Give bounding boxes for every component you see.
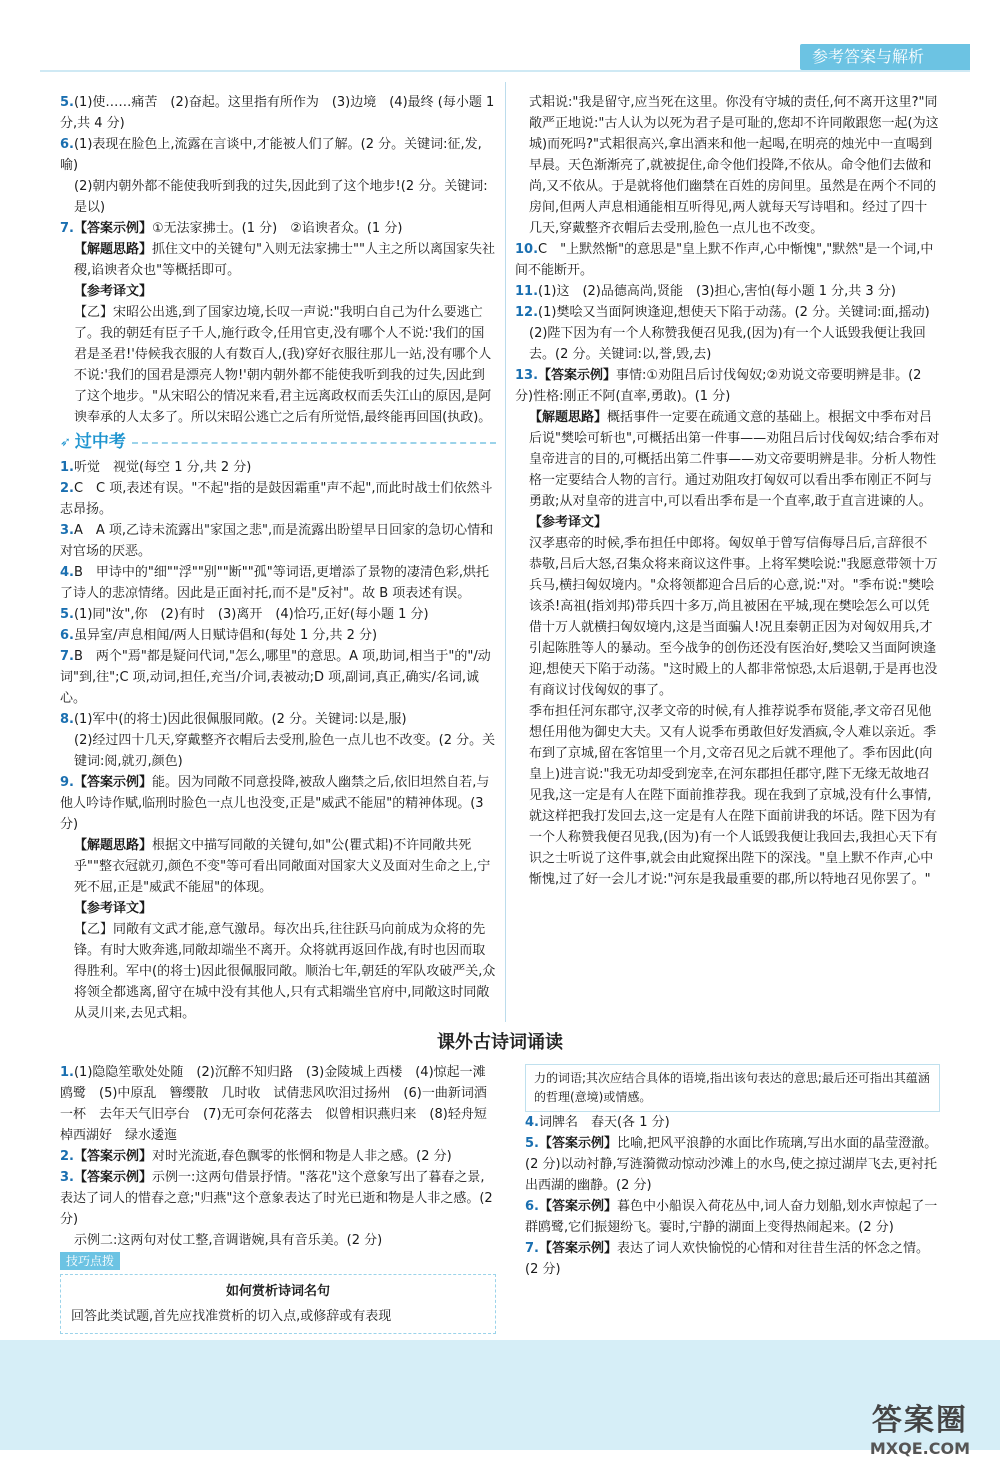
item-text: (2)经过四十几天,穿戴整齐衣帽后去受刑,脸色一点儿也不改变。(2 分。关键词:阅,就刃,颜色) <box>74 733 496 769</box>
answer-item <box>60 239 496 281</box>
answer-item <box>60 1167 496 1230</box>
answer-item <box>525 1133 940 1196</box>
item-tag: 【解题思路】 <box>74 838 153 853</box>
answer-item <box>515 365 940 407</box>
section-title: 课外古诗词诵读 <box>437 1032 563 1053</box>
skill-title: 如何赏析诗词名句 <box>225 1284 330 1299</box>
answer-item <box>60 302 496 428</box>
item-tag: 【解题思路】 <box>529 410 608 425</box>
item-text: 事情:①劝阻吕后讨伐匈奴;②劝说文帝要明辨是非。(2 分)性格:刚正不阿(直率,勇敢)。(1 分) <box>515 368 922 404</box>
item-text: B 甲诗中的"细""浮""别""断""孤"等词语,更增添了景物的凄清色彩,烘托了诗人的悲凉情绪。因此是正面衬托,而不是"反衬"。故 B 项表述有误。 <box>60 565 489 601</box>
answer-item <box>60 898 496 919</box>
column-divider <box>505 82 506 1022</box>
answer-item <box>60 1062 496 1146</box>
item-number: 6. <box>60 628 74 643</box>
item-number: 3. <box>60 523 74 538</box>
item-number: 7. <box>60 221 74 236</box>
item-number: 8. <box>60 712 74 727</box>
answer-item <box>60 520 496 562</box>
item-text: (1)同"汝",你 (2)有时 (3)离开 (4)恰巧,正好(每小题 1 分) <box>73 607 429 622</box>
answer-item <box>60 562 496 604</box>
section-header-guozhongkao <box>60 432 496 453</box>
item-tag: 【解题思路】 <box>74 242 153 257</box>
item-text: 根据文中描写同敞的关键句,如"公(瞿式耜)不许同敞共死乎""整衣冠就刃,颜色不变"等可看出同敞面对国家大义及面对生命之上,宁死不屈,正是"威武不能屈"的体现。 <box>74 838 491 895</box>
answer-item <box>60 134 496 176</box>
item-text: (1)隐隐笙歌处处随 (2)沉醉不知归路 (3)金陵城上西楼 (4)惊起一滩鸥鹭 (5)中原乱 簪缨散 几时收 试倩悲风吹泪过扬州 (6)一曲新词酒一杯 去年天气旧亭台 (7)无可奈何花落去 似曾相识燕归来 (8)轻舟短棹西湖好 绿水逶迤 <box>60 1065 487 1143</box>
item-tag: 【参考译文】 <box>529 515 608 530</box>
answer-item <box>60 919 496 1024</box>
item-number: 1. <box>60 460 74 475</box>
item-text: (1)表现在脸色上,流露在言谈中,才能被人们了解。(2 分。关键词:征,发,喻) <box>60 137 482 173</box>
answer-item <box>515 302 940 323</box>
item-tag: 【答案示例】 <box>538 1241 617 1256</box>
skill-text: 回答此类试题,首先应找准赏析的切入点,或修辞或有表现 <box>71 1309 392 1324</box>
item-text: (1)樊哙又当面阿谀逢迎,想使天下陷于动荡。(2 分。关键词:面,摇动) <box>538 305 930 320</box>
item-number: 1. <box>60 1065 74 1080</box>
footer-band <box>0 1340 1000 1450</box>
watermark-text: 答案圈 <box>871 1403 968 1438</box>
item-number: 5. <box>60 607 74 622</box>
bottom-left-column <box>60 1062 496 1334</box>
skill-label: 技巧点拨 <box>60 1252 120 1270</box>
item-number: 5. <box>525 1136 539 1151</box>
item-text: (2)朝内朝外都不能使我听到我的过失,因此到了这个地步!(2 分。关键词:是以) <box>74 179 488 215</box>
item-number: 11. <box>515 284 539 299</box>
item-text: 式耜说:"我是留守,应当死在这里。你没有守城的责任,何不离开这里?"同敞严正地说:"古人认为以死为君子是可耻的,您却不许同敞跟您一起(为这城)而死吗?"式耜很高兴,拿出酒来和他一起喝,在明亮的烛光中一直喝到早晨。天色渐渐亮了,就被捉住,命令他们投降,不依从。命令他们去做和尚,又不依从。于是就将他们幽禁在百姓的房间里。虽然是在两个不同的房间,但两人声息相通能相互听得见,两人就每天写诗唱和。经过了四十几天,穿戴整齐衣帽后去受刑,脸色一点儿也不改变。 <box>529 95 939 236</box>
right-column <box>515 92 940 890</box>
answer-item <box>515 512 940 533</box>
item-text: (1)使……痛苦 (2)奋起。这里指有所作为 (3)边境 (4)最终 (每小题 1 分,共 4 分) <box>60 95 495 131</box>
item-number: 2. <box>60 1149 74 1164</box>
item-text: 比喻,把风平浪静的水面比作琉璃,写出水面的晶莹澄澈。(2 分)以动衬静,写涟漪微动惊动沙滩上的水鸟,使之掠过湖岸飞去,更衬托出西湖的幽静。(2 分) <box>525 1136 938 1193</box>
answer-item <box>60 646 496 709</box>
item-text: 【乙】同敞有文武才能,意气激昂。每次出兵,往往跃马向前成为众将的先锋。有时大败奔逃,同敞却端坐不离开。众将就再返回作战,有时也因而取得胜利。军中(的将士)因此很佩服同敞。顺治七年,朝廷的军队攻破严关,众将领全都逃离,留守在城中没有其他人,只有式耜端坐官府中,同敞这时同敞从灵川来,去见式耜。 <box>74 922 496 1021</box>
item-text: 示例二:这两句对仗工整,音调谐婉,具有音乐美。(2 分) <box>74 1233 383 1248</box>
item-number: 13. <box>515 368 539 383</box>
item-tag: 【参考译文】 <box>74 901 153 916</box>
item-text: (1)军中(的将士)因此很佩服同敞。(2 分。关键词:以是,服) <box>73 712 407 727</box>
answer-item <box>515 533 940 701</box>
answer-item <box>515 239 940 281</box>
item-number: 9. <box>60 775 74 790</box>
item-text: 表达了词人欢快愉悦的心情和对往昔生活的怀念之情。(2 分) <box>525 1241 930 1277</box>
section-rule <box>132 442 496 444</box>
item-text: C "上默然惭"的意思是"皇上默不作声,心中惭愧","默然"是一个词,中间不能断开。 <box>515 242 934 278</box>
answer-item <box>60 709 496 730</box>
answer-item <box>60 457 496 478</box>
skill-continuation-box: 力的词语;其次应结合具体的语境,指出该句表达的意思;最后还可指出其蕴涵的哲理(意境)或情感。 <box>525 1064 940 1112</box>
watermark-url: MXQE.COM <box>869 1439 970 1458</box>
item-tag: 【答案示例】 <box>73 775 152 790</box>
answer-item <box>60 772 496 835</box>
bottom-right-column <box>525 1062 940 1280</box>
item-tag: 【答案示例】 <box>538 368 617 383</box>
answer-item <box>60 1230 496 1251</box>
item-text: (1)这 (2)品德高尚,贤能 (3)担心,害怕(每小题 1 分,共 3 分) <box>538 284 896 299</box>
item-tag: 【答案示例】 <box>73 1170 152 1185</box>
left-column <box>60 92 496 1024</box>
answer-item <box>515 323 940 365</box>
answer-item <box>525 1238 940 1280</box>
item-number: 6. <box>525 1199 539 1214</box>
answer-item <box>60 625 496 646</box>
answer-item <box>60 478 496 520</box>
item-tag: 【答案示例】 <box>538 1199 617 1214</box>
answer-item <box>515 407 940 512</box>
item-text: 示例一:这两句借景抒情。"落花"这个意象写出了暮春之景,表达了词人的惜春之意;"归燕"这个意象表达了时光已逝和物是人非之感。(2 分) <box>60 1170 493 1227</box>
answer-item <box>515 92 940 239</box>
skill-panel <box>60 1251 496 1334</box>
item-text: 抓住文中的关键句"入则无法家拂士""人主之所以离国家失社稷,谄谀者众也"等概括即可。 <box>74 242 495 278</box>
item-number: 6. <box>60 137 74 152</box>
answer-item <box>525 1112 940 1133</box>
answer-item <box>525 1196 940 1238</box>
item-text: 暮色中小船误入荷花丛中,词人奋力划船,划水声惊起了一群鸥鹭,它们振翅纷飞。霎时,宁静的湖面上变得热闹起来。(2 分) <box>525 1199 938 1235</box>
item-tag: 【答案示例】 <box>538 1136 617 1151</box>
item-number: 7. <box>525 1241 539 1256</box>
item-text: C C 项,表述有误。"不起"指的是鼓因霜重"声不起",而此时战士们依然斗志昂扬。 <box>60 481 493 517</box>
watermark-logo <box>870 1395 970 1458</box>
item-number: 4. <box>60 565 74 580</box>
answer-item <box>60 92 496 134</box>
answer-item <box>60 176 496 218</box>
item-number: 5. <box>60 95 74 110</box>
answer-item <box>60 604 496 625</box>
item-number: 3. <box>60 1170 74 1185</box>
item-tag: 【参考译文】 <box>74 284 153 299</box>
item-text: 季布担任河东郡守,汉孝文帝的时候,有人推荐说季布贤能,孝文帝召见他想任用他为御史大夫。又有人说季布勇敢但好发酒疯,令人难以亲近。季布到了京城,留在客馆里一个月,文帝召见之后就不理他了。季布因此(向皇上)进言说:"我无功却受到宠幸,在河东郡担任郡守,陛下无缘无故地召见我,这一定是有人在陛下面前推荐我。现在我到了京城,没有什么事情,就这样把我打发回去,这一定是有人在陛下面前讲我的坏话。陛下因为有一个人称赞我便召见我,(因为)有一个人诋毁我便让我回去,我担心天下有识之士听说了这件事,就会由此窥探出陛下的深浅。"皇上默不作声,心中惭愧,过了好一会儿才说:"河东是我最重要的郡,所以特地召见你罢了。" <box>529 704 938 887</box>
item-text: 对时光流逝,春色飘零的怅惘和物是人非之感。(2 分) <box>152 1149 452 1164</box>
item-number: 2. <box>60 481 74 496</box>
header-rule <box>40 70 970 72</box>
answer-item <box>60 281 496 302</box>
answer-item <box>60 835 496 898</box>
skill-box <box>60 1274 496 1334</box>
header-title: 参考答案与解析 <box>800 44 970 70</box>
answer-item <box>515 281 940 302</box>
item-number: 12. <box>515 305 539 320</box>
item-text: 词牌名 春天(各 1 分) <box>538 1115 670 1130</box>
item-text: 能。因为同敞不同意投降,被敌人幽禁之后,依旧坦然自若,与他人吟诗作赋,临刑时脸色一点儿也没变,正是"威武不能屈"的精神体现。(3 分) <box>60 775 490 832</box>
item-text: B 两个"焉"都是疑问代词,"怎么,哪里"的意思。A 项,助词,相当于"的"/动词"到,往";C 项,动词,担任,充当/介词,表被动;D 项,副词,真正,确实/名词,诚心。 <box>60 649 491 706</box>
item-number: 10. <box>515 242 539 257</box>
item-tag: 【答案示例】 <box>73 1149 152 1164</box>
answer-item <box>60 218 496 239</box>
item-text: 虽异室/声息相闻/两人日赋诗倡和(每处 1 分,共 2 分) <box>73 628 378 643</box>
item-text: 【乙】宋昭公出逃,到了国家边境,长叹一声说:"我明白自己为什么要逃亡了。我的朝廷有臣子千人,施行政令,任用官吏,没有哪个人不说:'我们的国君是圣君!'侍候我衣服的人有数百人,(我)穿好衣服往那儿一站,没有哪个人不说:'我们的国君是漂亮人物!'朝内朝外都不能使我听到我的过失,因此到了这个地步。"从宋昭公的情况来看,君主远离政权而丢失江山的原因,是阿谀奉承的人太多了。所以宋昭公逃亡之后有所觉悟,最终能再回国(执政)。 <box>74 305 492 425</box>
answer-item <box>60 1146 496 1167</box>
item-text: A A 项,乙诗未流露出"家国之悲",而是流露出盼望早日回家的急切心情和对官场的厌恶。 <box>60 523 494 559</box>
item-text: (2)陛下因为有一个人称赞我便召见我,(因为)有一个人诋毁我便让我回去。(2 分。关键词:以,誉,毁,去) <box>529 326 926 362</box>
answer-item <box>515 701 940 890</box>
item-text: ①无法家拂士。(1 分) ②谄谀者众。(1 分) <box>152 221 403 236</box>
item-text: 听觉 视觉(每空 1 分,共 2 分) <box>73 460 252 475</box>
item-number: 4. <box>525 1115 539 1130</box>
answer-item <box>60 730 496 772</box>
section-header-title: 过中考 <box>74 432 126 452</box>
item-tag: 【答案示例】 <box>73 221 152 236</box>
section-icon: ➶ <box>60 435 71 450</box>
item-text: 汉孝惠帝的时候,季布担任中郎将。匈奴单于曾写信侮辱吕后,言辞很不恭敬,吕后大怒,召集众将来商议这件事。上将军樊哙说:"我愿意带领十万兵马,横扫匈奴境内。"众将领都迎合吕后的心意,说:"对。"季布说:"樊哙该杀!高祖(指刘邦)带兵四十多万,尚且被困在平城,现在樊哙怎么可以凭借十万人就横扫匈奴境内,这是当面骗人!况且秦朝正因为对匈奴用兵,才引起陈胜等人的暴动。至今战争的创伤还没有医治好,樊哙又当面阿谀逢迎,想使天下陷于动荡。"这时殿上的人都非常惊恐,太后退朝,于是再也没有商议讨伐匈奴的事了。 <box>529 536 938 698</box>
item-text: 概括事件一定要在疏通文意的基础上。根据文中季布对吕后说"樊哙可斩也",可概括出第一件事——劝阻吕后讨伐匈奴;结合季布对皇帝进言的目的,可概括出第二件事——劝文帝要明辨是非。分析人物性格一定要结合人物的言行。通过劝阻攻打匈奴可以看出季布刚正不阿与勇敢;从对皇帝的进言中,可以看出季布是一个直率,敢于直言进谏的人。 <box>529 410 940 509</box>
item-number: 7. <box>60 649 74 664</box>
